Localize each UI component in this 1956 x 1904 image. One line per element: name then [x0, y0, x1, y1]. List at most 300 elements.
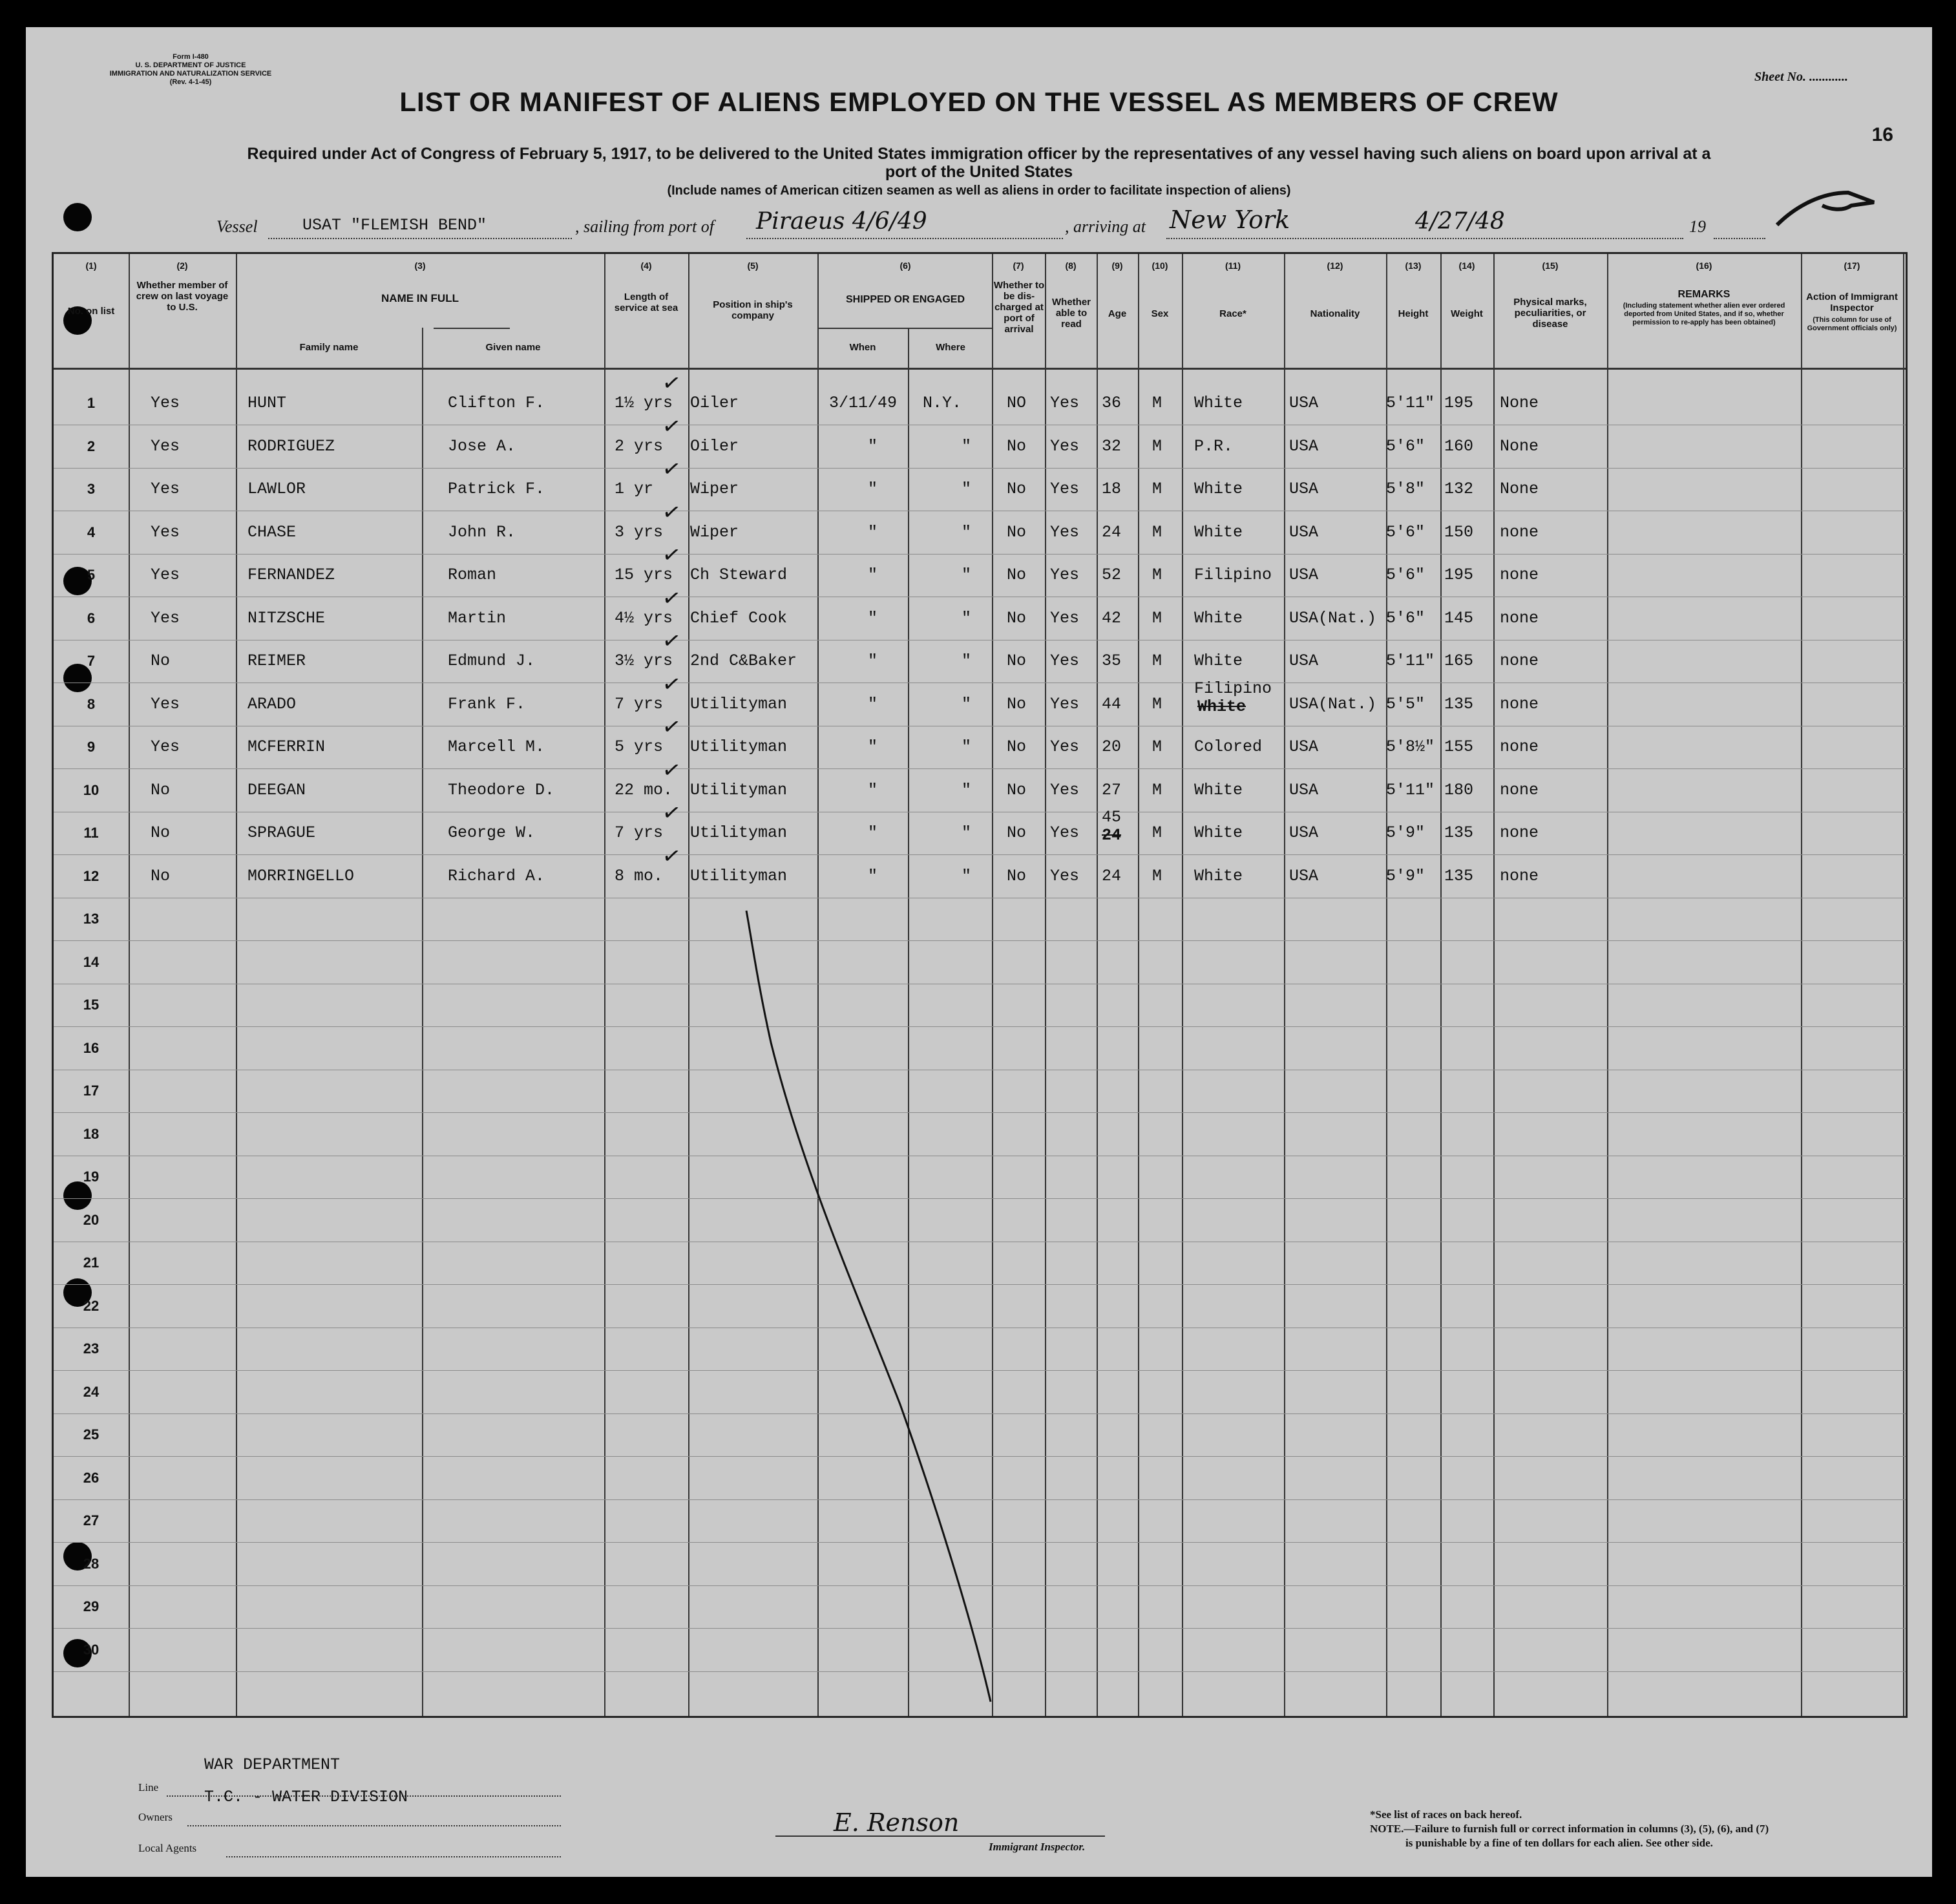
cell-height: 5'9" [1386, 823, 1425, 842]
cell-position: Utilityman [690, 694, 788, 714]
cell-service: 7 yrs [615, 823, 664, 842]
sailing-label: , sailing from port of [575, 217, 715, 236]
cell-given: Edmund J. [448, 651, 536, 670]
cell-service: 22 mo. [615, 780, 673, 799]
cell-nationality: USA(Nat.) [1289, 694, 1377, 714]
cell-discharged: No [1007, 737, 1027, 756]
cell-given: Marcell M. [448, 737, 545, 756]
cell-where: " [962, 737, 972, 756]
cell-given: Theodore D. [448, 780, 555, 799]
cell-sex: M [1152, 522, 1162, 542]
row-number: 15 [83, 997, 100, 1013]
cell-weight: 132 [1444, 480, 1474, 498]
sailing-port: Piraeus 4/6/49 [756, 208, 927, 235]
cell-race-struck: White [1197, 697, 1246, 716]
cell-position: Oiler [690, 394, 739, 412]
cell-read: Yes [1050, 651, 1080, 670]
cell-race: White [1194, 522, 1243, 542]
cell-service: 4½ yrs [615, 608, 673, 628]
checkmark-icon: ✓ [660, 368, 683, 398]
row-number: 12 [83, 867, 100, 884]
column-header: Position in ship's company [713, 299, 793, 321]
checkmark-icon: ✓ [660, 798, 683, 828]
row-number: 25 [83, 1426, 100, 1443]
vessel-line [268, 238, 572, 239]
column-number: (6) [899, 260, 911, 271]
cell-read: Yes [1050, 608, 1080, 628]
cell-prev: No [151, 780, 171, 799]
cell-age: 32 [1102, 436, 1122, 456]
cell-position: Utilityman [690, 866, 788, 885]
cell-position: Oiler [690, 436, 739, 456]
cell-sex: M [1152, 436, 1162, 456]
column-number: (17) [1844, 260, 1860, 271]
column-number: (11) [1225, 260, 1241, 271]
cell-given: Roman [448, 566, 497, 584]
cell-age: 44 [1102, 694, 1122, 714]
crew-table [52, 252, 1908, 1718]
cell-discharged: NO [1007, 394, 1027, 412]
cell-weight: 155 [1444, 737, 1474, 756]
cell-weight: 195 [1444, 394, 1474, 412]
cell-when: " [868, 436, 878, 456]
cell-weight: 145 [1444, 608, 1474, 628]
cell-age: 27 [1102, 780, 1122, 799]
sheet-number: 16 [1871, 124, 1893, 145]
column-number: (2) [176, 260, 188, 271]
cell-read: Yes [1050, 480, 1080, 498]
column-number: (9) [1111, 260, 1123, 271]
column-subheader: Given name [485, 342, 541, 353]
cell-nationality: USA(Nat.) [1289, 608, 1377, 628]
cell-race: White [1194, 608, 1243, 628]
cell-when: " [868, 737, 878, 756]
form-identifier: Form I-480 U. S. DEPARTMENT OF JUSTICE IMMIGRATION AND NATURALIZATION SERVICE (Rev. 4-1-45) [109, 53, 272, 86]
cell-where: " [962, 436, 972, 456]
cell-family: ARADO [247, 694, 297, 714]
cell-nationality: USA [1289, 522, 1319, 542]
row-number: 23 [83, 1340, 100, 1357]
cell-where: " [962, 780, 972, 799]
cell-when: " [868, 866, 878, 885]
cell-marks: none [1500, 522, 1539, 542]
cell-prev: Yes [151, 394, 180, 412]
row-number: 22 [83, 1297, 100, 1314]
row-number: 13 [83, 911, 100, 927]
cell-family: REIMER [247, 651, 306, 670]
cell-read: Yes [1050, 566, 1080, 584]
cell-where: " [962, 480, 972, 498]
cell-service: 1 yr [615, 480, 654, 498]
cell-sex: M [1152, 866, 1162, 885]
row-number: 18 [83, 1125, 100, 1142]
checkmark-icon: ✓ [660, 498, 683, 527]
cell-prev: No [151, 651, 171, 670]
cell-given: Jose A. [448, 436, 516, 456]
owners-label: Owners [138, 1811, 173, 1823]
cell-given: John R. [448, 522, 516, 542]
cell-nationality: USA [1289, 823, 1319, 842]
cell-race: White [1194, 866, 1243, 885]
column-header: Weight [1451, 308, 1483, 319]
cell-family: MCFERRIN [247, 737, 326, 756]
cell-read: Yes [1050, 522, 1080, 542]
subtitle: Required under Act of Congress of February 5, 1917, to be delivered to the United States immigration officer by the representatives of any vessel having such aliens on board upon arrival at a [247, 145, 1711, 163]
cell-read: Yes [1050, 694, 1080, 714]
cell-nationality: USA [1289, 480, 1319, 498]
cell-service: 7 yrs [615, 694, 664, 714]
footer [52, 1718, 1908, 1877]
cell-age: 45 [1102, 808, 1122, 827]
cell-race: Filipino [1194, 679, 1272, 698]
cell-race: Colored [1194, 737, 1263, 756]
column-header-note: (Including statement whether alien ever ordered deported from United States, and if so, whether permission to re-apply has been obtained) [1623, 302, 1785, 326]
cell-sex: M [1152, 694, 1162, 714]
cell-sex: M [1152, 480, 1162, 498]
cell-given: Patrick F. [448, 480, 545, 498]
cell-when: " [868, 608, 878, 628]
column-header: Physical marks, peculiarities, or disease [1513, 297, 1587, 330]
row-number: 2 [87, 438, 96, 454]
page-title: LIST OR MANIFEST OF ALIENS EMPLOYED ON THE VESSEL AS MEMBERS OF CREW [399, 87, 1559, 117]
column-header: SHIPPED OR ENGAGED [845, 294, 965, 305]
cell-family: HUNT [247, 394, 287, 412]
arrival-port: New York [1170, 206, 1290, 234]
column-number: (7) [1013, 260, 1024, 271]
cell-weight: 135 [1444, 694, 1474, 714]
cell-service: 8 mo. [615, 866, 664, 885]
cell-marks: none [1500, 651, 1539, 670]
column-header: Age [1108, 308, 1127, 319]
cell-nationality: USA [1289, 651, 1319, 670]
cell-service: 2 yrs [615, 436, 664, 456]
cell-age: 24 [1102, 522, 1122, 542]
cell-where: " [962, 608, 972, 628]
cell-height: 5'11" [1386, 651, 1435, 670]
cell-when: " [868, 480, 878, 498]
row-number: 14 [83, 953, 100, 970]
cell-service: 5 yrs [615, 737, 664, 756]
cell-race: White [1194, 480, 1243, 498]
cell-service: 3½ yrs [615, 651, 673, 670]
cell-read: Yes [1050, 737, 1080, 756]
cell-discharged: No [1007, 866, 1027, 885]
column-header: Whether member of crew on last voyage to U.S. [136, 280, 229, 313]
column-number: (1) [85, 260, 97, 271]
cell-race: Filipino [1194, 566, 1272, 584]
column-header: NAME IN FULL [381, 292, 459, 304]
cell-height: 5'6" [1386, 522, 1425, 542]
penalty-note: is punishable by a fine of ten dollars for each alien. See other side. [1405, 1837, 1713, 1849]
arriving-label: , arriving at [1065, 217, 1146, 236]
cell-age: 42 [1102, 608, 1122, 628]
cell-weight: 135 [1444, 866, 1474, 885]
cell-family: FERNANDEZ [247, 566, 335, 584]
cell-family: LAWLOR [247, 480, 306, 498]
cell-height: 5'6" [1386, 436, 1425, 456]
manifest-sheet [26, 27, 1932, 1877]
column-number: (15) [1542, 260, 1559, 271]
checkmark-icon: ✓ [660, 670, 683, 699]
cell-marks: none [1500, 866, 1539, 885]
line-value: WAR DEPARTMENT [204, 1755, 341, 1774]
checkmark-icon: ✓ [660, 454, 683, 484]
cell-sex: M [1152, 823, 1162, 842]
cell-marks: none [1500, 608, 1539, 628]
cell-given: Frank F. [448, 694, 526, 714]
cell-weight: 150 [1444, 522, 1474, 542]
cell-when: " [868, 694, 878, 714]
row-number: 30 [83, 1641, 100, 1658]
cell-discharged: No [1007, 522, 1027, 542]
cell-where: " [962, 651, 972, 670]
cell-height: 5'11" [1386, 780, 1435, 799]
cell-marks: none [1500, 566, 1539, 584]
cell-when: " [868, 522, 878, 542]
cell-weight: 180 [1444, 780, 1474, 799]
cell-sex: M [1152, 608, 1162, 628]
cell-height: 5'8½" [1386, 737, 1435, 756]
checkmark-icon: ✓ [660, 540, 683, 570]
penalty-note: NOTE.—Failure to furnish full or correct information in columns (3), (5), (6), and (7) [1370, 1823, 1769, 1835]
cell-read: Yes [1050, 394, 1080, 412]
cell-prev: Yes [151, 522, 180, 542]
cell-service: 15 yrs [615, 566, 673, 584]
cell-family: MORRINGELLO [247, 866, 355, 885]
cell-where: " [962, 522, 972, 542]
column-header: Sex [1151, 308, 1169, 319]
row-number: 20 [83, 1211, 100, 1228]
column-header: Whether to be dis-charged at port of arrival [993, 280, 1045, 335]
column-number: (5) [747, 260, 759, 271]
checkmark-icon: ✓ [660, 712, 683, 742]
cell-age: 36 [1102, 394, 1122, 412]
checkmark-icon: ✓ [660, 756, 683, 785]
column-header: Nationality [1310, 308, 1360, 319]
inspector-label: Immigrant Inspector. [989, 1841, 1086, 1853]
cell-where: " [962, 823, 972, 842]
cell-sex: M [1152, 651, 1162, 670]
arrival-date: 4/27/48 [1415, 208, 1505, 235]
cell-given: Clifton F. [448, 394, 545, 412]
cell-when: " [868, 823, 878, 842]
line-label: Line [138, 1781, 159, 1793]
row-number: 19 [83, 1169, 100, 1185]
cell-discharged: No [1007, 480, 1027, 498]
cell-family: CHASE [247, 522, 297, 542]
cell-height: 5'9" [1386, 866, 1425, 885]
cell-prev: Yes [151, 694, 180, 714]
cell-prev: Yes [151, 480, 180, 498]
column-header: Whether able to read [1052, 297, 1091, 330]
cell-discharged: No [1007, 651, 1027, 670]
cell-nationality: USA [1289, 737, 1319, 756]
vessel-name: USAT "FLEMISH BEND" [302, 216, 487, 235]
checkmark-icon: ✓ [660, 412, 683, 441]
cell-when: " [868, 780, 878, 799]
cell-given: Richard A. [448, 866, 545, 885]
column-number: (10) [1152, 260, 1168, 271]
local-agents-label: Local Agents [138, 1842, 197, 1854]
row-number: 9 [87, 739, 96, 755]
cell-family: NITZSCHE [247, 608, 326, 628]
cell-marks: none [1500, 694, 1539, 714]
row-number: 7 [87, 653, 96, 669]
cell-prev: No [151, 866, 171, 885]
row-number: 29 [83, 1598, 100, 1614]
row-number: 16 [83, 1039, 100, 1056]
column-header: REMARKS [1677, 289, 1730, 300]
cell-service: 3 yrs [615, 522, 664, 542]
column-number: (8) [1065, 260, 1077, 271]
cell-where: " [962, 566, 972, 584]
cell-where: " [962, 694, 972, 714]
cell-given: Martin [448, 608, 507, 628]
cell-nationality: USA [1289, 780, 1319, 799]
cell-age: 24 [1102, 866, 1122, 885]
cell-family: SPRAGUE [247, 823, 316, 842]
subtitle-note: (Include names of American citizen seamen as well as aliens in order to facilitate inspection of aliens) [667, 184, 1291, 198]
cell-prev: Yes [151, 737, 180, 756]
cell-discharged: No [1007, 566, 1027, 584]
cell-position: Wiper [690, 522, 739, 542]
cell-nationality: USA [1289, 566, 1319, 584]
cell-when: " [868, 566, 878, 584]
cell-service: 1½ yrs [615, 394, 673, 412]
cell-given: George W. [448, 823, 536, 842]
cell-when: 3/11/49 [829, 394, 898, 412]
vessel-label: Vessel [216, 217, 258, 236]
cell-position: 2nd C&Baker [690, 651, 797, 670]
cell-age: 52 [1102, 566, 1122, 584]
cell-position: Utilityman [690, 737, 788, 756]
cell-discharged: No [1007, 780, 1027, 799]
year-line [1714, 238, 1765, 239]
cell-position: Ch Steward [690, 566, 788, 584]
cell-position: Utilityman [690, 823, 788, 842]
row-number: 1 [87, 395, 96, 411]
column-number: (12) [1327, 260, 1343, 271]
cell-height: 5'8" [1386, 480, 1425, 498]
row-number: 5 [87, 567, 96, 583]
cell-race: White [1194, 651, 1243, 670]
cell-race: P.R. [1194, 436, 1234, 456]
cell-sex: M [1152, 780, 1162, 799]
cell-read: Yes [1050, 436, 1080, 456]
cell-sex: M [1152, 737, 1162, 756]
cell-height: 5'11" [1386, 394, 1435, 412]
cell-position: Utilityman [690, 780, 788, 799]
column-header-note: (This column for use of Government officials only) [1807, 316, 1897, 332]
column-number: (4) [640, 260, 652, 271]
cell-race: White [1194, 823, 1243, 842]
cell-discharged: No [1007, 436, 1027, 456]
cell-nationality: USA [1289, 436, 1319, 456]
row-number: 6 [87, 609, 96, 626]
cell-marks: none [1500, 780, 1539, 799]
cell-position: Wiper [690, 480, 739, 498]
cell-race: White [1194, 394, 1243, 412]
cell-marks: None [1500, 394, 1539, 412]
checkmark-icon: ✓ [660, 584, 683, 613]
cell-read: Yes [1050, 780, 1080, 799]
column-header: No. on list [67, 306, 115, 317]
cell-height: 5'6" [1386, 608, 1425, 628]
cell-marks: None [1500, 436, 1539, 456]
cell-age-struck: 24 [1102, 826, 1122, 845]
cell-nationality: USA [1289, 866, 1319, 885]
cell-where: " [962, 866, 972, 885]
cell-marks: none [1500, 737, 1539, 756]
row-number: 24 [83, 1383, 100, 1400]
row-number: 3 [87, 481, 96, 497]
cell-read: Yes [1050, 823, 1080, 842]
inspector-signature: E. Renson [834, 1808, 960, 1837]
column-subheader: When [849, 342, 876, 353]
column-subheader: Where [936, 342, 965, 353]
cell-nationality: USA [1289, 394, 1319, 412]
row-number: 17 [83, 1083, 100, 1099]
cell-position: Chief Cook [690, 608, 788, 628]
cell-discharged: No [1007, 694, 1027, 714]
cell-where: N.Y. [923, 394, 962, 412]
cell-family: RODRIGUEZ [247, 436, 335, 456]
cell-read: Yes [1050, 866, 1080, 885]
column-number: (16) [1696, 260, 1712, 271]
column-header: Length of service at sea [614, 291, 678, 313]
sailing-line [746, 238, 1063, 239]
race-note: *See list of races on back hereof. [1370, 1808, 1522, 1821]
column-number: (3) [414, 260, 426, 271]
punch-hole [63, 203, 92, 231]
cell-weight: 195 [1444, 566, 1474, 584]
row-number: 8 [87, 695, 96, 712]
cell-weight: 160 [1444, 436, 1474, 456]
cell-marks: None [1500, 480, 1539, 498]
cell-prev: No [151, 823, 171, 842]
cell-sex: M [1152, 566, 1162, 584]
subtitle: port of the United States [885, 163, 1073, 181]
column-header: Race* [1219, 308, 1246, 319]
cell-race: White [1194, 780, 1243, 799]
handwritten-ditto-line [54, 254, 1909, 1720]
row-number: 21 [83, 1254, 100, 1271]
cell-when: " [868, 651, 878, 670]
column-number: (14) [1458, 260, 1475, 271]
row-number: 11 [83, 825, 99, 841]
cell-weight: 135 [1444, 823, 1474, 842]
cell-prev: Yes [151, 436, 180, 456]
checkmark-icon: ✓ [660, 841, 683, 871]
cell-discharged: No [1007, 608, 1027, 628]
row-number: 10 [83, 781, 100, 798]
cell-height: 5'6" [1386, 566, 1425, 584]
cell-height: 5'5" [1386, 694, 1425, 714]
column-header: Height [1398, 308, 1429, 319]
row-number: 26 [83, 1469, 100, 1486]
cell-age: 20 [1102, 737, 1122, 756]
row-number: 4 [87, 524, 96, 540]
cell-age: 18 [1102, 480, 1122, 498]
column-number: (13) [1405, 260, 1422, 271]
cell-discharged: No [1007, 823, 1027, 842]
column-subheader: Family name [299, 342, 359, 353]
cell-prev: Yes [151, 608, 180, 628]
checkmark-icon: ✓ [660, 626, 683, 656]
cell-marks: none [1500, 823, 1539, 842]
owners-value: T.C. - WATER DIVISION [204, 1788, 408, 1806]
column-header: Action of Immigrant Inspector [1806, 291, 1898, 313]
